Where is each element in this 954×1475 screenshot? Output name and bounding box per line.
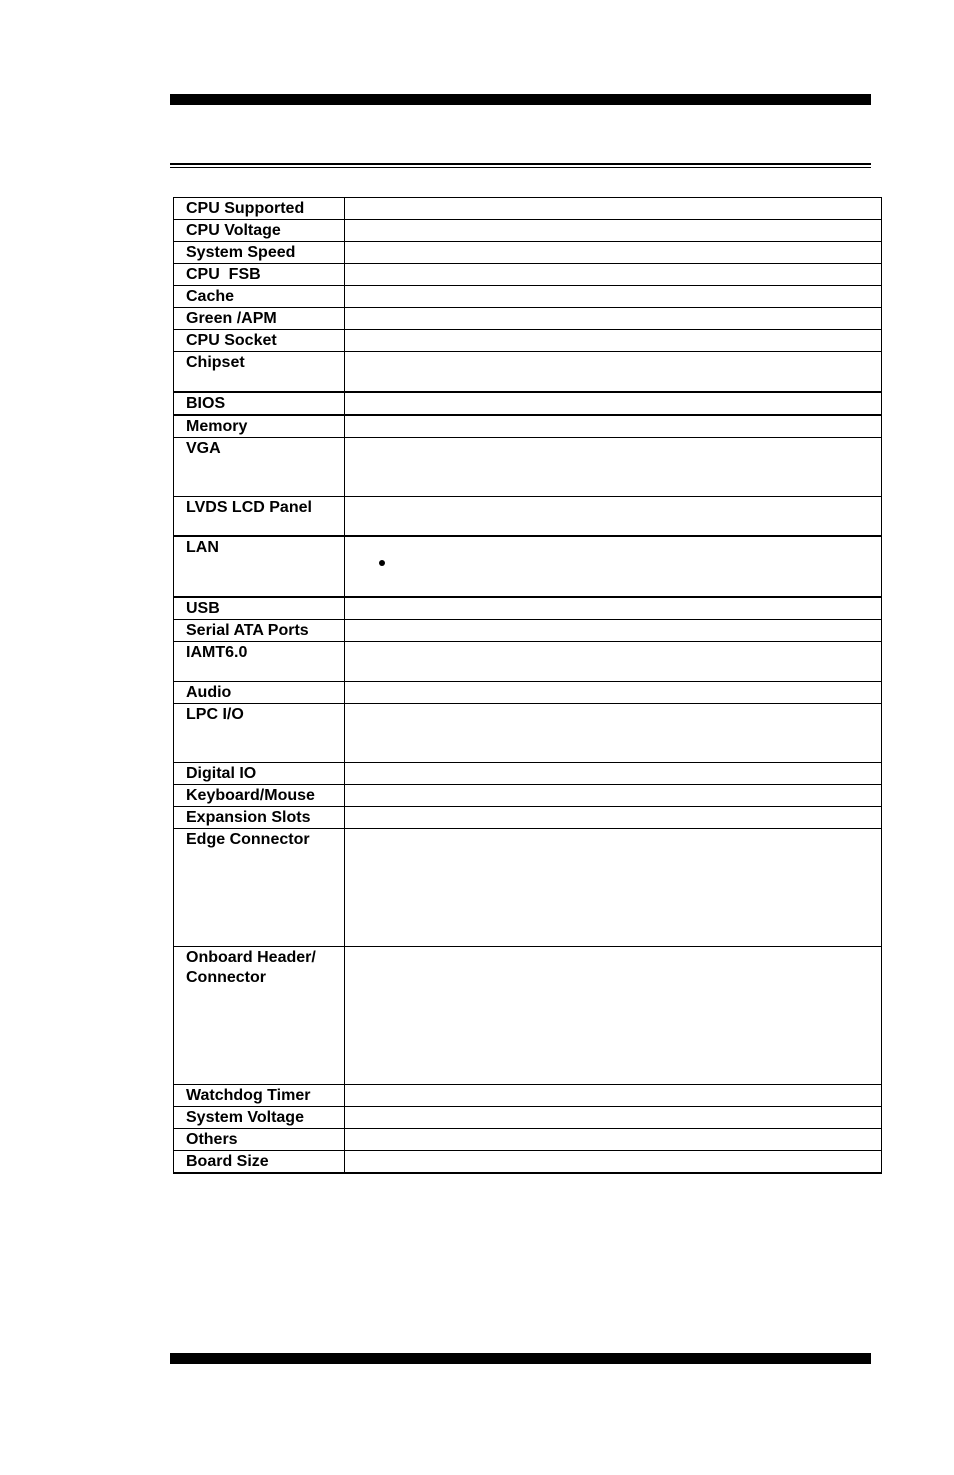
spec-label-system-speed: System Speed — [174, 242, 345, 264]
spec-label-chipset: Chipset — [174, 352, 345, 392]
table-row — [174, 496, 882, 536]
spec-label-watchdog-timer: Watchdog Timer — [174, 1085, 345, 1107]
spec-value-cpu-socket — [345, 330, 882, 352]
table-row — [174, 242, 882, 264]
spec-label-expansion-slots: Expansion Slots — [174, 807, 345, 829]
table-row — [174, 620, 882, 642]
spec-value-onboard-header-connector — [345, 947, 882, 1085]
spec-label-vga: VGA — [174, 437, 345, 496]
spec-label-edge-connector: Edge Connector — [174, 829, 345, 947]
spec-value-board-size — [345, 1151, 882, 1174]
spec-value-cpu-fsb — [345, 264, 882, 286]
spec-label-memory: Memory — [174, 415, 345, 438]
spec-label-cache: Cache — [174, 286, 345, 308]
specifications-table — [173, 197, 882, 1174]
spec-value-serial-ata-ports — [345, 620, 882, 642]
header-double-rule — [170, 163, 871, 168]
spec-label-system-voltage: System Voltage — [174, 1107, 345, 1129]
spec-value-system-voltage — [345, 1107, 882, 1129]
spec-value-lpc-io — [345, 704, 882, 763]
bullet-icon — [379, 560, 385, 566]
table-row — [174, 1085, 882, 1107]
spec-label-cpu-voltage: CPU Voltage — [174, 220, 345, 242]
spec-value-usb — [345, 597, 882, 620]
table-row — [174, 763, 882, 785]
spec-value-expansion-slots — [345, 807, 882, 829]
table-row — [174, 1151, 882, 1174]
spec-value-audio — [345, 682, 882, 704]
spec-label-serial-ata-ports: Serial ATA Ports — [174, 620, 345, 642]
spec-label-audio: Audio — [174, 682, 345, 704]
spec-label-bios: BIOS — [174, 392, 345, 415]
spec-value-green-apm — [345, 308, 882, 330]
table-row — [174, 947, 882, 1085]
table-row — [174, 1129, 882, 1151]
spec-label-digital-io: Digital IO — [174, 763, 345, 785]
spec-label-board-size: Board Size — [174, 1151, 345, 1174]
spec-value-system-speed — [345, 242, 882, 264]
spec-label-lan: LAN — [174, 536, 345, 597]
table-row — [174, 829, 882, 947]
spec-value-lan — [345, 536, 882, 597]
spec-value-iamt — [345, 642, 882, 682]
spec-value-keyboard-mouse — [345, 785, 882, 807]
spec-label-lvds-lcd-panel: LVDS LCD Panel — [174, 496, 345, 536]
spec-label-usb: USB — [174, 597, 345, 620]
spec-value-digital-io — [345, 763, 882, 785]
table-row — [174, 682, 882, 704]
spec-value-chipset — [345, 352, 882, 392]
table-row — [174, 597, 882, 620]
spec-label-onboard-header-connector: Onboard Header/ Connector — [174, 947, 345, 1085]
spec-label-cpu-fsb: CPU FSB — [174, 264, 345, 286]
table-row — [174, 642, 882, 682]
spec-value-vga — [345, 437, 882, 496]
table-row — [174, 308, 882, 330]
table-row — [174, 286, 882, 308]
spec-value-cpu-supported — [345, 198, 882, 220]
spec-value-cache — [345, 286, 882, 308]
spec-label-others: Others — [174, 1129, 345, 1151]
footer-bar — [170, 1353, 871, 1364]
table-row — [174, 352, 882, 392]
spec-value-memory — [345, 415, 882, 438]
spec-label-cpu-supported: CPU Supported — [174, 198, 345, 220]
table-row — [174, 264, 882, 286]
spec-value-edge-connector — [345, 829, 882, 947]
spec-label-lpc-io: LPC I/O — [174, 704, 345, 763]
spec-label-iamt: IAMT6.0 — [174, 642, 345, 682]
spec-label-keyboard-mouse: Keyboard/Mouse — [174, 785, 345, 807]
table-row — [174, 330, 882, 352]
table-row — [174, 1107, 882, 1129]
spec-value-bios — [345, 392, 882, 415]
header-bar — [170, 94, 871, 105]
table-row — [174, 536, 882, 597]
table-row — [174, 704, 882, 763]
table-row — [174, 437, 882, 496]
spec-label-green-apm: Green /APM — [174, 308, 345, 330]
spec-value-others — [345, 1129, 882, 1151]
spec-value-cpu-voltage — [345, 220, 882, 242]
spec-value-watchdog-timer — [345, 1085, 882, 1107]
table-row — [174, 392, 882, 415]
table-row — [174, 198, 882, 220]
table-row — [174, 220, 882, 242]
table-row — [174, 785, 882, 807]
spec-value-lvds-lcd-panel — [345, 496, 882, 536]
spec-label-cpu-socket: CPU Socket — [174, 330, 345, 352]
table-row — [174, 415, 882, 438]
table-row — [174, 807, 882, 829]
